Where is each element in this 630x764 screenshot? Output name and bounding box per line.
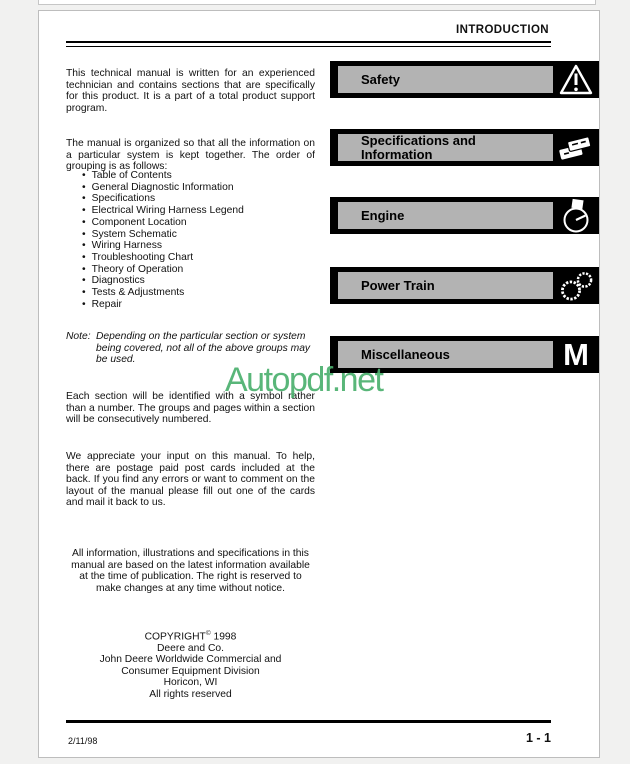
section-label: Engine	[338, 202, 553, 229]
list-item: • Electrical Wiring Harness Legend	[82, 205, 322, 217]
disclaimer-text: All information, illustrations and specifications in this manual are based on the latest information available at the time of publication. The right is reserved to make changes at any time without notice.	[71, 548, 310, 594]
paragraph-audience: This technical manual is written for an experienced technician and contains sections that are specifically for this product. It is a part of a total product support program.	[66, 68, 315, 114]
copyright-line1: COPYRIGHT© 1998	[144, 630, 237, 643]
previous-page-edge	[38, 0, 596, 5]
header-rule	[66, 41, 551, 47]
copyright-symbol: ©	[205, 630, 211, 637]
copyright-line5: Horicon, WI	[163, 677, 218, 689]
list-item: • Troubleshooting Chart	[82, 252, 322, 264]
copyright-line3: John Deere Worldwide Commercial and	[99, 654, 282, 666]
copyright-line6: All rights reserved	[149, 688, 232, 700]
paragraph-organization: The manual is organized so that all the information on a particular system is kept together. The order of grouping is as follows:	[66, 138, 315, 173]
tachometer-icon	[553, 202, 599, 229]
list-item: • Component Location	[82, 217, 322, 229]
section-label: Miscellaneous	[338, 341, 553, 368]
watermark-text: Autopdf.net	[225, 361, 383, 399]
section-bar-safety[interactable]	[330, 61, 599, 98]
section-bar-specifications[interactable]	[330, 129, 599, 166]
list-item: • Tests & Adjustments	[82, 287, 322, 299]
list-item: • Specifications	[82, 193, 322, 205]
copyright-block	[66, 628, 315, 700]
footer-date: 2/11/98	[68, 736, 98, 746]
grouping-list	[82, 170, 322, 310]
gears-icon	[553, 272, 599, 299]
letter-m-icon: M	[563, 337, 589, 372]
list-item: • Table of Contents	[82, 170, 322, 182]
section-label: Power Train	[338, 272, 553, 299]
paragraph-sections: Each section will be identified with a symbol rather than a number. The groups and pages within a section will be consecutively numbered.	[66, 391, 315, 426]
manual-page	[38, 10, 600, 758]
list-item: • Theory of Operation	[82, 264, 322, 276]
section-label: Safety	[338, 66, 553, 93]
list-item: • Wiring Harness	[82, 240, 322, 252]
list-item: • Diagnostics	[82, 275, 322, 287]
footer-rule	[66, 720, 551, 723]
copyright-line2: Deere and Co.	[157, 642, 224, 654]
page-title: INTRODUCTION	[456, 24, 549, 36]
paragraph-feedback: We appreciate your input on this manual. To help, there are postage paid post cards included at the back. If you find any errors or want to comment on the layout of the manual please fill out one of the cards and mail it back to us.	[66, 451, 315, 509]
note-text: Depending on the particular section or system being covered, not all of the above groups may be used.	[96, 331, 311, 365]
documents-icon	[553, 134, 599, 161]
section-bar-power-train[interactable]	[330, 267, 599, 304]
copyright-line4: Consumer Equipment Division	[121, 665, 260, 677]
list-item: • Repair	[82, 299, 322, 311]
warning-triangle-icon	[553, 66, 599, 93]
note-label: Note:	[66, 331, 91, 342]
page-number: 1 - 1	[525, 731, 551, 745]
list-item: • General Diagnostic Information	[82, 182, 322, 194]
list-item: • System Schematic	[82, 229, 322, 241]
section-label: Specifications and Information	[338, 134, 553, 161]
section-bar-engine[interactable]	[330, 197, 599, 234]
